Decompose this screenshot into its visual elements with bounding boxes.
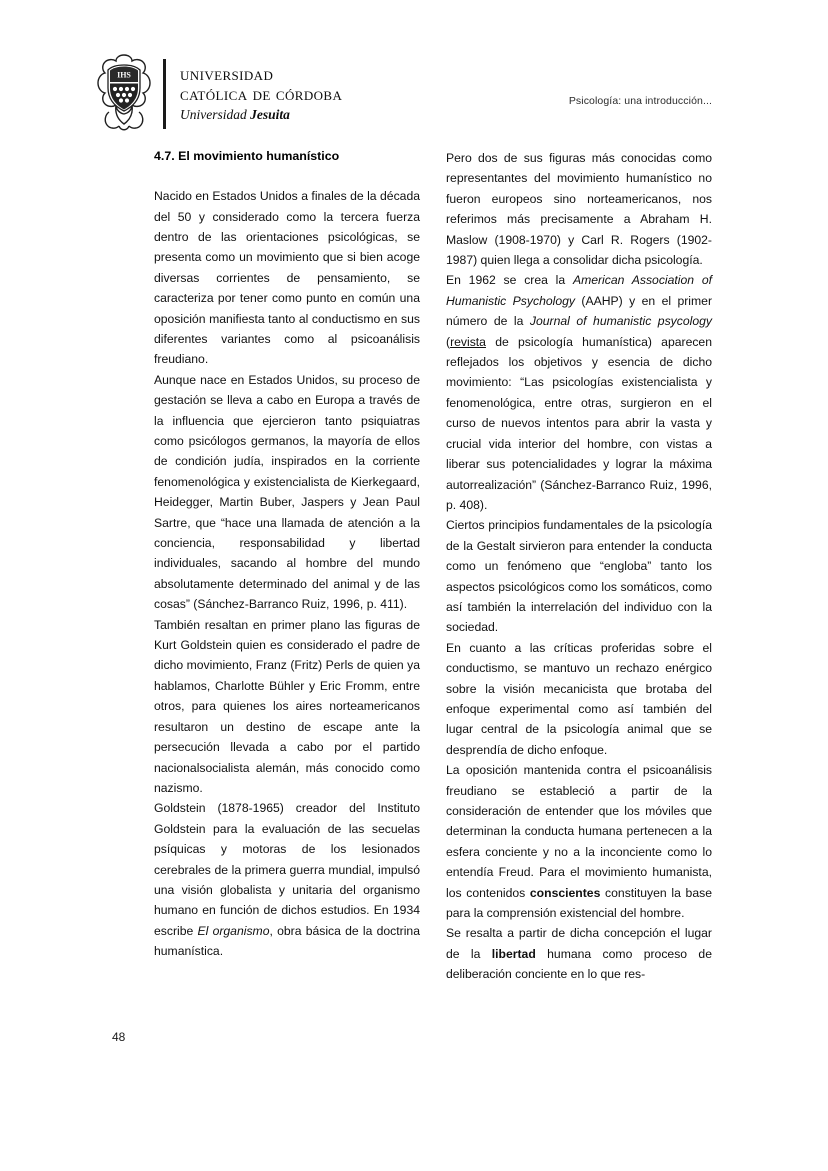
page-number: 48 [112, 1030, 126, 1044]
right-p2-organization-name: American Association of Humanistic Psychology [446, 273, 712, 308]
right-p2-text-2: (AAHP) y en el primer número de la [446, 293, 712, 329]
right-paragraph-5 [446, 760, 712, 923]
left-p4-book-title: El organismo [197, 923, 270, 938]
left-paragraph-2: Aunque nace en Estados Unidos, su proceso de gestación se lleva a cabo en Europa a través de la influencia que ejercieron tanto psiquiatras como psicólogos germanos, la mayoría de ellos de condición judía, inspirados en la corriente fenomenológica y existencialista de Kierkegaard, Heidegger, Martin Buber, Jaspers y Jean Paul Sartre, que “hace una llamada de atención a la conciencia, responsabilidad y libertad individuales, sacando al hombre del mundo absolutamente determinado del animal y de las cosas” (Sánchez-Barranco Ruiz, 1996, p. 411). [154, 372, 420, 612]
left-paragraph-3: También resaltan en primer plano las figuras de Kurt Goldstein quien es considerado el padre de dicho movimiento, Franz (Fritz) Perls de quien ya hablamos, Charlotte Bühler y Eric Fromm, entre otros, para quienes los aires norteamericanos resultaron un destino de escape ante la persecución llevada a cabo por el partido nacionalsocialista alemán, más conocido como nazismo. [154, 617, 420, 795]
right-p5-bold-term: conscientes [529, 885, 601, 900]
right-paragraph-2 [446, 270, 712, 515]
right-paragraph-1: Pero dos de sus figuras más conocidas como representantes del movimiento humanístico no fueron europeos sino norteamericanos, nos referimos más precisamente a Abraham H. Maslow (1908-1970) y Carl R. Rogers (1902-1987) quien llega a consolidar dicha psicología. [446, 151, 712, 268]
wordmark-tagline-bold: Jesuita [250, 107, 290, 123]
wordmark-line-2: católica de córdoba [180, 84, 343, 106]
wordmark-line-1: universidad [180, 64, 274, 86]
right-p2-text-4: de psicología humanística) aparecen reflejados los objetivos y esencia de dicho movimiento: “Las psicologías existencialista y fenomenológica, entre otras, surgieron en el curso de nuevos intentos para abrir la vasta y crucial vida interior del hombre, con vistas a liberar sus potencialidades y lograr la máxima autorrealización” (Sánchez-Barranco Ruiz, 1996, p. 408). [446, 334, 712, 512]
university-crest-icon [95, 52, 153, 137]
right-paragraph-4: En cuanto a las críticas proferidas sobre el conductismo, se mantuvo un rechazo enérgico sobre la visión mecanicista que brotaba del enfoque experimental como así también del lugar central de la psicología animal que se desprendía de dicho enfoque. [446, 640, 712, 757]
left-p4-text-before: Goldstein (1878-1965) creador del Instituto Goldstein para la evaluación de las secuelas psíquicas y motoras de los lesionados cerebrales de la primera guerra mundial, impulsó una visión globalista y unitaria del organismo humano en función de dichos estudios. En 1934 escribe [154, 801, 420, 938]
two-column-body [154, 148, 712, 1028]
right-p5-text-before: La oposición mantenida contra el psicoanálisis freudiano se estableció a partir de la consideración de entender que los móviles que determinan la conducta humana pertenecen a la esfera conciente y no a la inconciente como lo entendía Freud. Para el movimiento humanista, los contenidos [446, 763, 712, 900]
right-p2-text-1: En 1962 se crea la [446, 273, 573, 288]
right-p6-text-before: Se resalta a partir de dicha concepción el lugar de la [446, 926, 712, 961]
left-paragraph-4 [154, 798, 420, 961]
right-p2-text-3: ( [446, 334, 451, 349]
right-p2-journal-name: Journal of humanistic psycology [529, 314, 712, 329]
left-paragraph-1: Nacido en Estados Unidos a finales de la década del 50 y considerado como la tercera fuerza dentro de las orientaciones psicológicas, se presenta como un movimiento que si bien acoge diversas corrientes de pensamiento, se caracteriza por tener como punto en común una oposición manifiesta tanto al conductismo en sus diferentes variantes como al psicoanálisis freudiano. [154, 189, 420, 367]
left-p4-text-after: , obra básica de la doctrina humanística. [154, 923, 420, 959]
wordmark-tagline [180, 108, 342, 122]
right-paragraph-6 [446, 923, 712, 984]
wordmark-tagline-regular: Universidad [180, 107, 251, 123]
right-p6-text-after: humana como proceso de deliberación conciente en lo que res- [446, 946, 712, 982]
running-head: Psicología: una introducción... [568, 95, 712, 107]
svg-text:IHS: IHS [117, 70, 131, 79]
right-paragraph-3: Ciertos principios fundamentales de la psicología de la Gestalt sirvieron para entender la conducta como un fenómeno que “engloba” tanto los aspectos psicológicos como los somáticos, como así también la interrelación del individuo con la sociedad. [446, 518, 712, 635]
right-p6-bold-term: libertad [491, 946, 536, 961]
university-logo [95, 50, 342, 138]
university-wordmark [180, 65, 342, 123]
logo-divider-rule [163, 59, 166, 129]
left-column [154, 148, 420, 1028]
right-p2-underlined-word: revista [450, 334, 486, 349]
right-column [446, 148, 712, 1028]
right-p5-text-after: constituyen la base para la comprensión existencial del hombre. [446, 885, 712, 921]
page-header [0, 0, 828, 140]
section-title: 4.7. El movimiento humanístico [154, 149, 340, 163]
